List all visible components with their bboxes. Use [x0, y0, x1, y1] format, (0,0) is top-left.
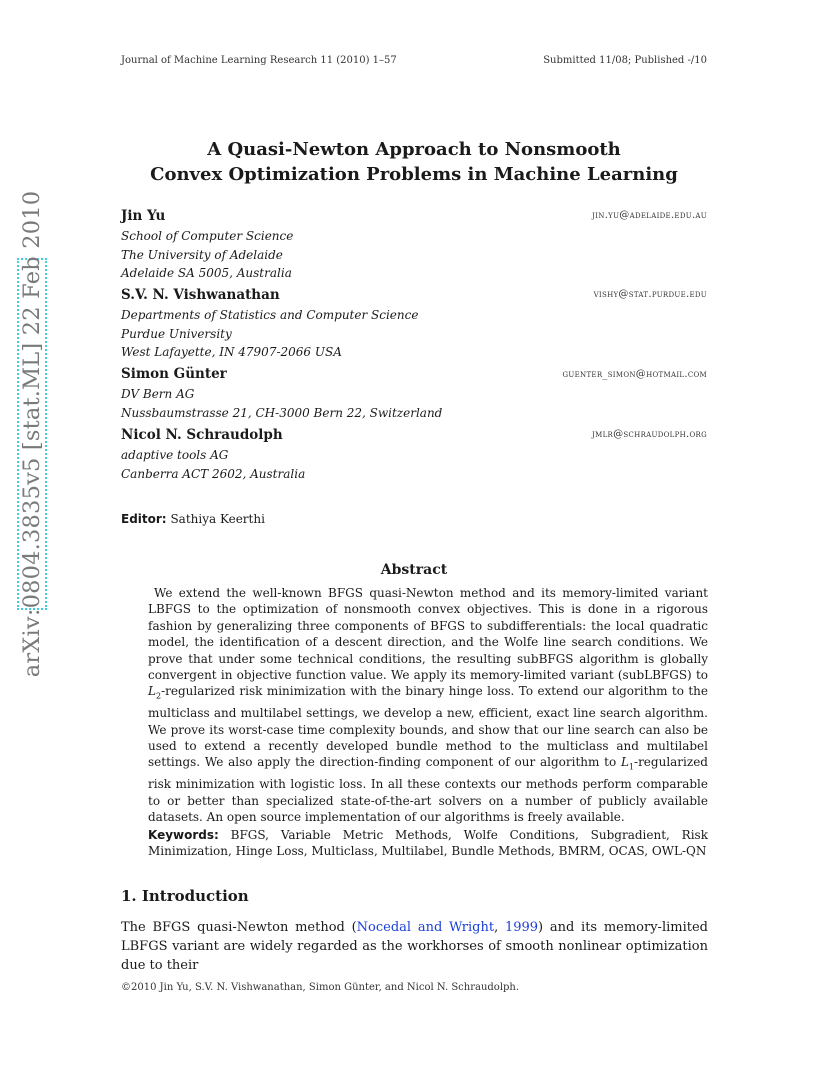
affiliation-line: Canberra ACT 2602, Australia [121, 466, 306, 481]
editor-name: Sathiya Keerthi [170, 512, 265, 526]
author-name: Simon Günter [121, 366, 227, 382]
submission-info: Submitted 11/08; Published -/10 [543, 55, 707, 66]
editor-label: Editor: [121, 512, 167, 526]
author-email[interactable]: guenter_simon@hotmail.com [562, 369, 707, 380]
l1-subscript: 1 [628, 762, 635, 772]
abstract-heading: Abstract [380, 562, 448, 578]
author-name: Nicol N. Schraudolph [121, 427, 283, 443]
abstract-body [148, 585, 708, 825]
author-name: Jin Yu [121, 208, 166, 224]
citation-year-link[interactable]: 1999 [504, 920, 539, 935]
abstract-text-2: -regularized risk minimization with the binary hinge loss. To extend our algorithm to the multiclass and multilabel settings, we develop a new, efficient, exact line search algorithm. We prove its worst-case time complexity bounds, and show that our line search can also be used to extend a recently developed bundle method to the multiclass and multilabel settings. We also apply the direction-finding component of our algorithm to [148, 684, 708, 770]
author-name: S.V. N. Vishwanathan [121, 287, 280, 303]
title-line-2: Convex Optimization Problems in Machine Learning [150, 164, 678, 185]
author-affiliation [121, 446, 305, 483]
journal-header: Journal of Machine Learning Research 11 (2010) 1–57 [121, 55, 397, 66]
keywords-list: BFGS, Variable Metric Methods, Wolfe Conditions, Subgradient, Risk Minimization, Hinge Loss, Multiclass, Multilabel, Bundle Methods, BMRM, OCAS, OWL-QN [148, 828, 708, 859]
affiliation-line: DV Bern AG [121, 387, 195, 401]
author-affiliation [121, 227, 293, 283]
keywords-label: Keywords: [148, 828, 219, 842]
author-email[interactable]: vishy@stat.purdue.edu [593, 289, 707, 300]
arxiv-stamp[interactable]: arXiv:0804.3835v5 [stat.ML] 22 Feb 2010 [19, 190, 45, 678]
section-heading-introduction: 1. Introduction [121, 887, 249, 905]
affiliation-line: Nussbaumstrasse 21, CH-3000 Bern 22, Switzerland [121, 405, 443, 420]
abstract-text-3: -regularized risk minimization with logistic loss. In all these contexts our methods perform comparable to or better than specialized state-of-the-art solvers on a number of publicly available datasets. An open source implementation of our algorithms is freely available. [148, 755, 708, 825]
editor-line [121, 512, 265, 526]
title-line-1: A Quasi-Newton Approach to Nonsmooth [207, 139, 621, 160]
author-email[interactable]: jmlr@schraudolph.org [592, 429, 707, 440]
affiliation-line: The University of Adelaide [121, 247, 283, 262]
affiliation-line: West Lafayette, IN 47907-2066 USA [121, 345, 342, 359]
author-email[interactable]: jin.yu@adelaide.edu.au [592, 210, 707, 221]
l2-subscript: 2 [155, 691, 162, 701]
intro-text-1: The BFGS quasi-Newton method ( [121, 920, 357, 935]
affiliation-line: Adelaide SA 5005, Australia [121, 266, 292, 280]
l2-symbol: L [148, 684, 156, 699]
affiliation-line: School of Computer Science [121, 229, 294, 243]
author-affiliation [121, 306, 418, 362]
author-affiliation [121, 385, 442, 422]
l1-symbol: L [620, 755, 629, 770]
affiliation-line: Departments of Statistics and Computer Science [121, 308, 419, 322]
copyright-footer: ©2010 Jin Yu, S.V. N. Vishwanathan, Simon Günter, and Nicol N. Schraudolph. [121, 982, 520, 993]
paper-title [0, 137, 828, 187]
abstract-text-1: We extend the well-known BFGS quasi-Newton method and its memory-limited variant LBFGS to the optimization of nonsmooth convex objectives. This is done in a rigorous fashion by generalizing three components of BFGS to subdifferentials: the local quadratic model, the identification of a descent direction, and the Wolfe line search conditions. We prove that under some technical conditions, the resulting subBFGS algorithm is globally convergent in objective function value. We apply its memory-limited variant (subLBFGS) to [148, 586, 708, 683]
affiliation-line: Purdue University [121, 326, 232, 341]
intro-text-2: ) and its memory-limited LBFGS variant are widely regarded as the workhorses of smooth nonlinear optimization due to their [121, 920, 708, 973]
keywords [148, 827, 708, 860]
citation-link[interactable]: Nocedal and Wright [356, 920, 495, 935]
citation-separator: , [494, 920, 505, 935]
introduction-text [121, 918, 708, 975]
affiliation-line: adaptive tools AG [121, 448, 229, 462]
